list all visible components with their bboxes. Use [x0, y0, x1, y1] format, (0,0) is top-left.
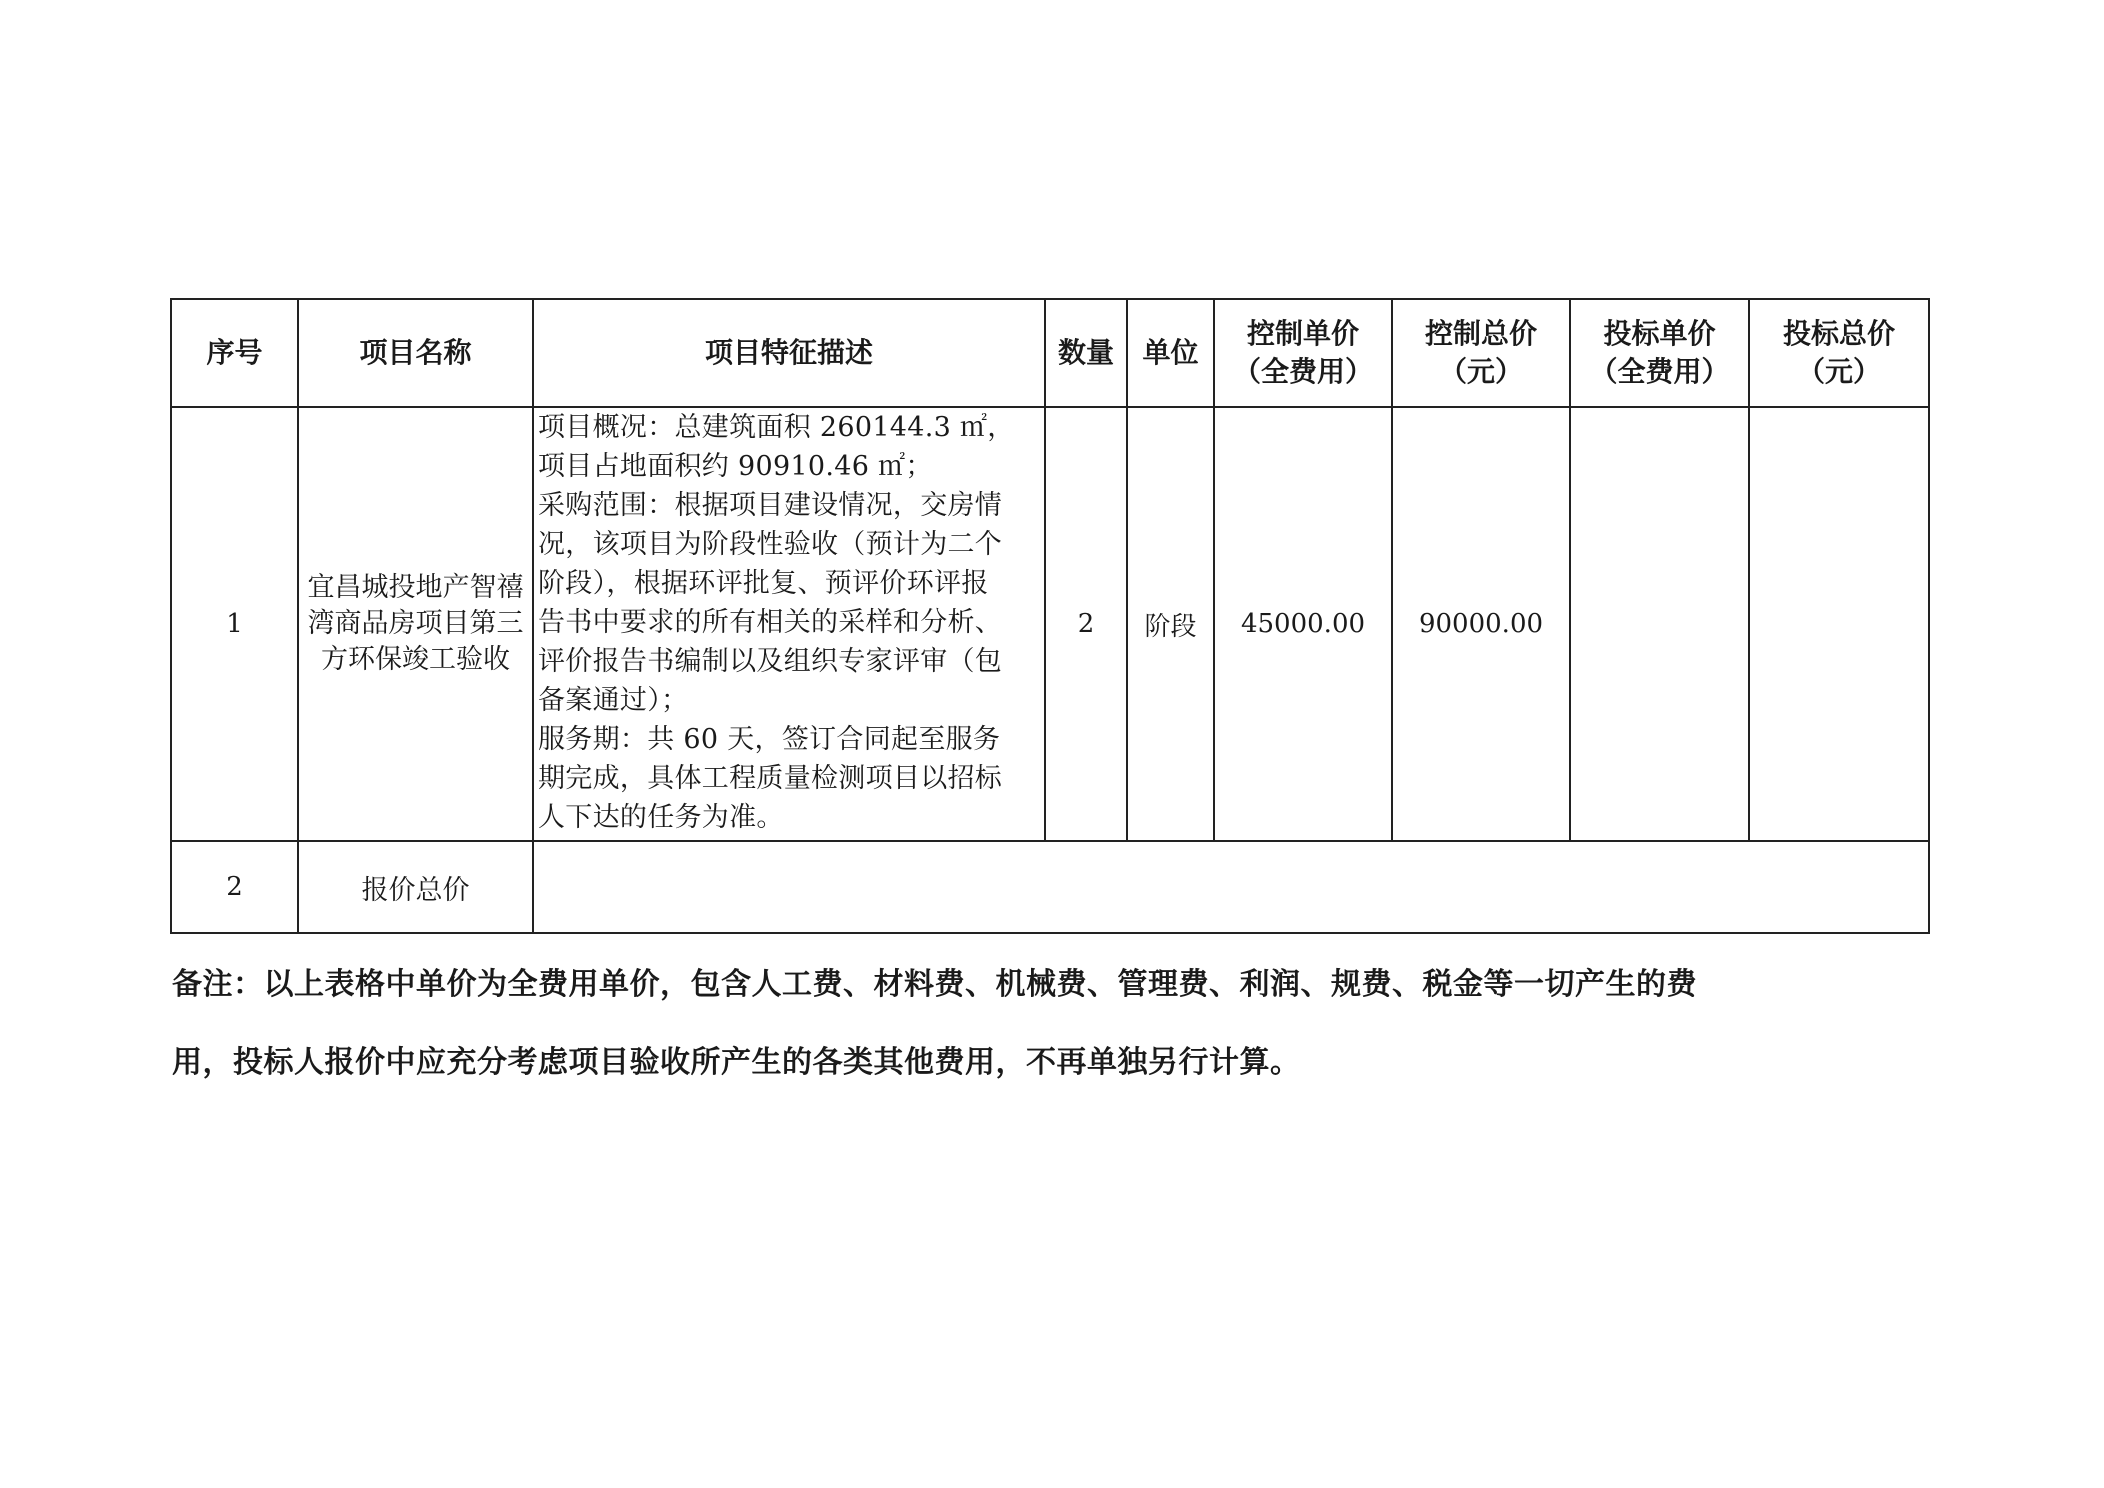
header-bid-unit-price-line2: （全费用）: [1589, 355, 1730, 388]
row-bid-total-price: [1749, 407, 1929, 841]
header-ctrl-unit-price-line2: （全费用）: [1232, 355, 1373, 388]
remark-line: 备注：以上表格中单价为全费用单价，包含人工费、材料费、机械费、管理费、利润、规费、税金等一切产生的费: [172, 967, 1697, 1002]
header-unit: [1127, 299, 1214, 407]
row-project-name: 宜昌城投地产智禧湾商品房项目第三方环保竣工验收: [298, 407, 533, 841]
desc-line: 采购范围：根据项目建设情况，交房情: [538, 490, 1003, 521]
header-seq-label: 序号: [206, 336, 263, 369]
header-ctrl-unit-price: [1214, 299, 1392, 407]
desc-line: 况，该项目为阶段性验收（预计为二个: [538, 529, 1003, 560]
table-header-row: [171, 299, 1929, 407]
total-row-value: [533, 841, 1929, 933]
header-bid-unit-price-line1: 投标单价: [1603, 317, 1716, 350]
header-seq: [171, 299, 298, 407]
table-row: [171, 407, 1929, 841]
header-ctrl-total-price: [1392, 299, 1570, 407]
row-ctrl-unit-price: 45000.00: [1214, 407, 1392, 841]
desc-line: 服务期：共 60 天，签订合同起至服务: [538, 724, 1001, 755]
row-ctrl-total-price: 90000.00: [1392, 407, 1570, 841]
desc-line: 人下达的任务为准。: [538, 802, 784, 833]
header-ctrl-total-price-line1: 控制总价: [1424, 317, 1537, 350]
header-name: [298, 299, 533, 407]
header-desc-label: 项目特征描述: [704, 336, 873, 369]
row-project-description: [533, 407, 1045, 841]
row-unit: 阶段: [1127, 407, 1214, 841]
row-quantity: 2: [1045, 407, 1127, 841]
desc-line: 期完成，具体工程质量检测项目以招标: [538, 763, 1003, 794]
desc-line: 告书中要求的所有相关的采样和分析、: [538, 607, 1003, 638]
header-bid-total-price: [1749, 299, 1929, 407]
remark-line: 用，投标人报价中应充分考虑项目验收所产生的各类其他费用，不再单独另行计算。: [172, 1045, 1301, 1080]
header-qty-label: 数量: [1057, 336, 1114, 369]
table-total-row: [171, 841, 1929, 933]
desc-line: 评价报告书编制以及组织专家评审（包: [538, 646, 1003, 677]
header-bid-total-price-line1: 投标总价: [1782, 317, 1895, 350]
header-unit-label: 单位: [1142, 336, 1199, 369]
row-bid-unit-price: [1570, 407, 1749, 841]
header-qty: [1045, 299, 1127, 407]
header-name-label: 项目名称: [359, 336, 472, 369]
remark-note: [172, 946, 1932, 1102]
header-ctrl-total-price-line2: （元）: [1438, 355, 1523, 388]
desc-line: 项目概况：总建筑面积 260144.3 ㎡，: [538, 412, 1015, 443]
header-ctrl-unit-price-line1: 控制单价: [1246, 317, 1359, 350]
desc-line: 项目占地面积约 90910.46 ㎡；: [538, 451, 933, 482]
row-seq: 1: [171, 407, 298, 841]
quotation-table: [170, 298, 1930, 934]
desc-line: 阶段），根据环评批复、预评价环评报: [538, 568, 989, 599]
total-row-seq: 2: [171, 841, 298, 933]
desc-line: 备案通过）；: [538, 685, 689, 716]
header-desc: [533, 299, 1045, 407]
total-row-label: 报价总价: [298, 841, 533, 933]
header-bid-unit-price: [1570, 299, 1749, 407]
header-bid-total-price-line2: （元）: [1796, 355, 1881, 388]
